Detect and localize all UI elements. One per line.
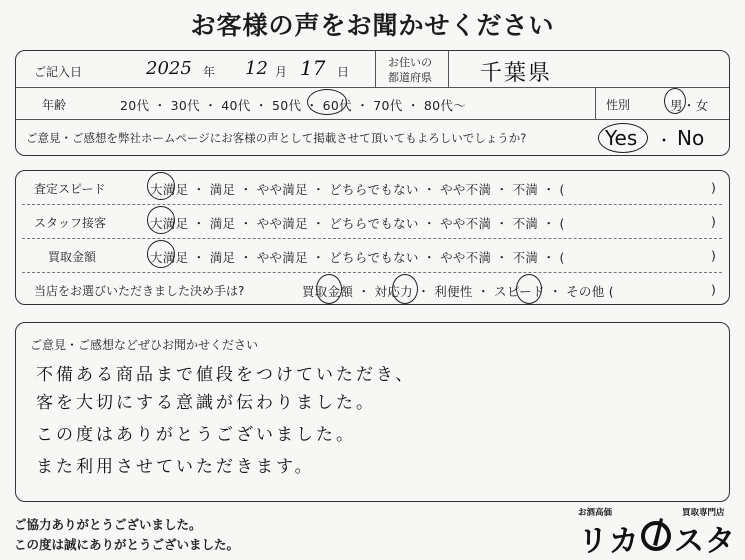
gender-options[interactable]: 男・女 [670, 98, 709, 113]
day-unit: 日 [337, 65, 350, 79]
rating-close-paren: ) [711, 248, 717, 263]
footer-thanks-2: この度は誠にありがとうございました。 [14, 537, 240, 552]
address-label-1: お住いの [388, 56, 432, 69]
age-label: 年齢 [42, 98, 67, 112]
divider [16, 119, 729, 120]
divider [22, 204, 722, 205]
rating-close-paren: ) [711, 180, 717, 195]
brand-logo [572, 504, 737, 559]
gender-label: 性別 [606, 98, 631, 112]
divider [16, 87, 729, 88]
reason-options[interactable]: 買取金額 ・ 対応力 ・ 利便性 ・ スピード ・ その他 ( [302, 284, 614, 299]
rating-label-price: 買取金額 [48, 250, 97, 264]
rating-selection-circle [147, 172, 175, 200]
brand-name-left: リカ [578, 524, 640, 559]
age-options[interactable]: 20代 ・ 30代 ・ 40代 ・ 50代 ・ 60代 ・ 70代 ・ 80代〜 [120, 98, 467, 113]
comment-line: 不備ある商品まで値段をつけていただき、 [36, 365, 416, 385]
comment-line: この度はありがとうございました。 [36, 425, 356, 445]
consent-dot: ・ [656, 131, 673, 150]
brand-tag-left: お酒高価 [578, 508, 613, 518]
consent-yes[interactable]: Yes [605, 126, 638, 150]
rating-label-speed: 査定スピード [34, 182, 106, 196]
divider [375, 51, 376, 87]
rating-selection-circle [147, 206, 175, 234]
reason-selection-circle [316, 274, 342, 304]
year-unit: 年 [203, 65, 216, 79]
comment-line: 客を大切にする意識が伝わりました。 [36, 393, 376, 413]
comment-line: また利用させていただきます。 [36, 457, 315, 477]
brand-tag-right: 買取専門店 [682, 508, 725, 518]
consent-selection-circle [598, 123, 648, 153]
reason-label: 当店をお選びいただきました決め手は? [34, 284, 245, 298]
divider [22, 238, 722, 239]
rating-options-price[interactable]: 大満足 ・ 満足 ・ やや満足 ・ どちらでもない ・ やや不満 ・ 不満 ・ ( [150, 250, 565, 265]
comment-label: ご意見・ご感想などぜひお聞かせください [30, 338, 259, 352]
rating-selection-circle [147, 240, 175, 268]
page-title: お客様の声をお聞かせください [190, 11, 555, 40]
age-selection-circle [307, 89, 347, 115]
footer-thanks-1: ご協力ありがとうございました。 [14, 517, 202, 532]
rating-options-staff[interactable]: 大満足 ・ 満足 ・ やや満足 ・ どちらでもない ・ やや不満 ・ 不満 ・ ( [150, 216, 565, 231]
divider [595, 88, 596, 119]
divider [22, 272, 722, 273]
day-value[interactable]: 17 [300, 56, 326, 80]
reason-close-paren: ) [711, 282, 717, 297]
consent-question: ご意見・ご感想を弊社ホームページにお客様の声として掲載させて頂いてもよろしいでしょうか? [26, 131, 527, 145]
month-value[interactable]: 12 [245, 58, 268, 79]
divider [448, 51, 449, 87]
reason-selection-circle [516, 274, 542, 304]
year-value[interactable]: 2025 [146, 58, 192, 79]
prefecture-value[interactable]: 千葉県 [480, 61, 553, 86]
address-label-2: 都道府県 [388, 71, 432, 84]
consent-no[interactable]: No [677, 126, 705, 150]
brand-name-right: スタ [674, 524, 736, 559]
reason-selection-circle [392, 274, 418, 304]
rating-close-paren: ) [711, 214, 717, 229]
date-label: ご記入日 [34, 65, 83, 79]
rating-options-speed[interactable]: 大満足 ・ 満足 ・ やや満足 ・ どちらでもない ・ やや不満 ・ 不満 ・ ( [150, 182, 565, 197]
rating-label-staff: スタッフ接客 [34, 216, 107, 230]
gender-selection-circle [664, 88, 686, 114]
bottle-icon [639, 516, 673, 552]
month-unit: 月 [275, 65, 288, 79]
